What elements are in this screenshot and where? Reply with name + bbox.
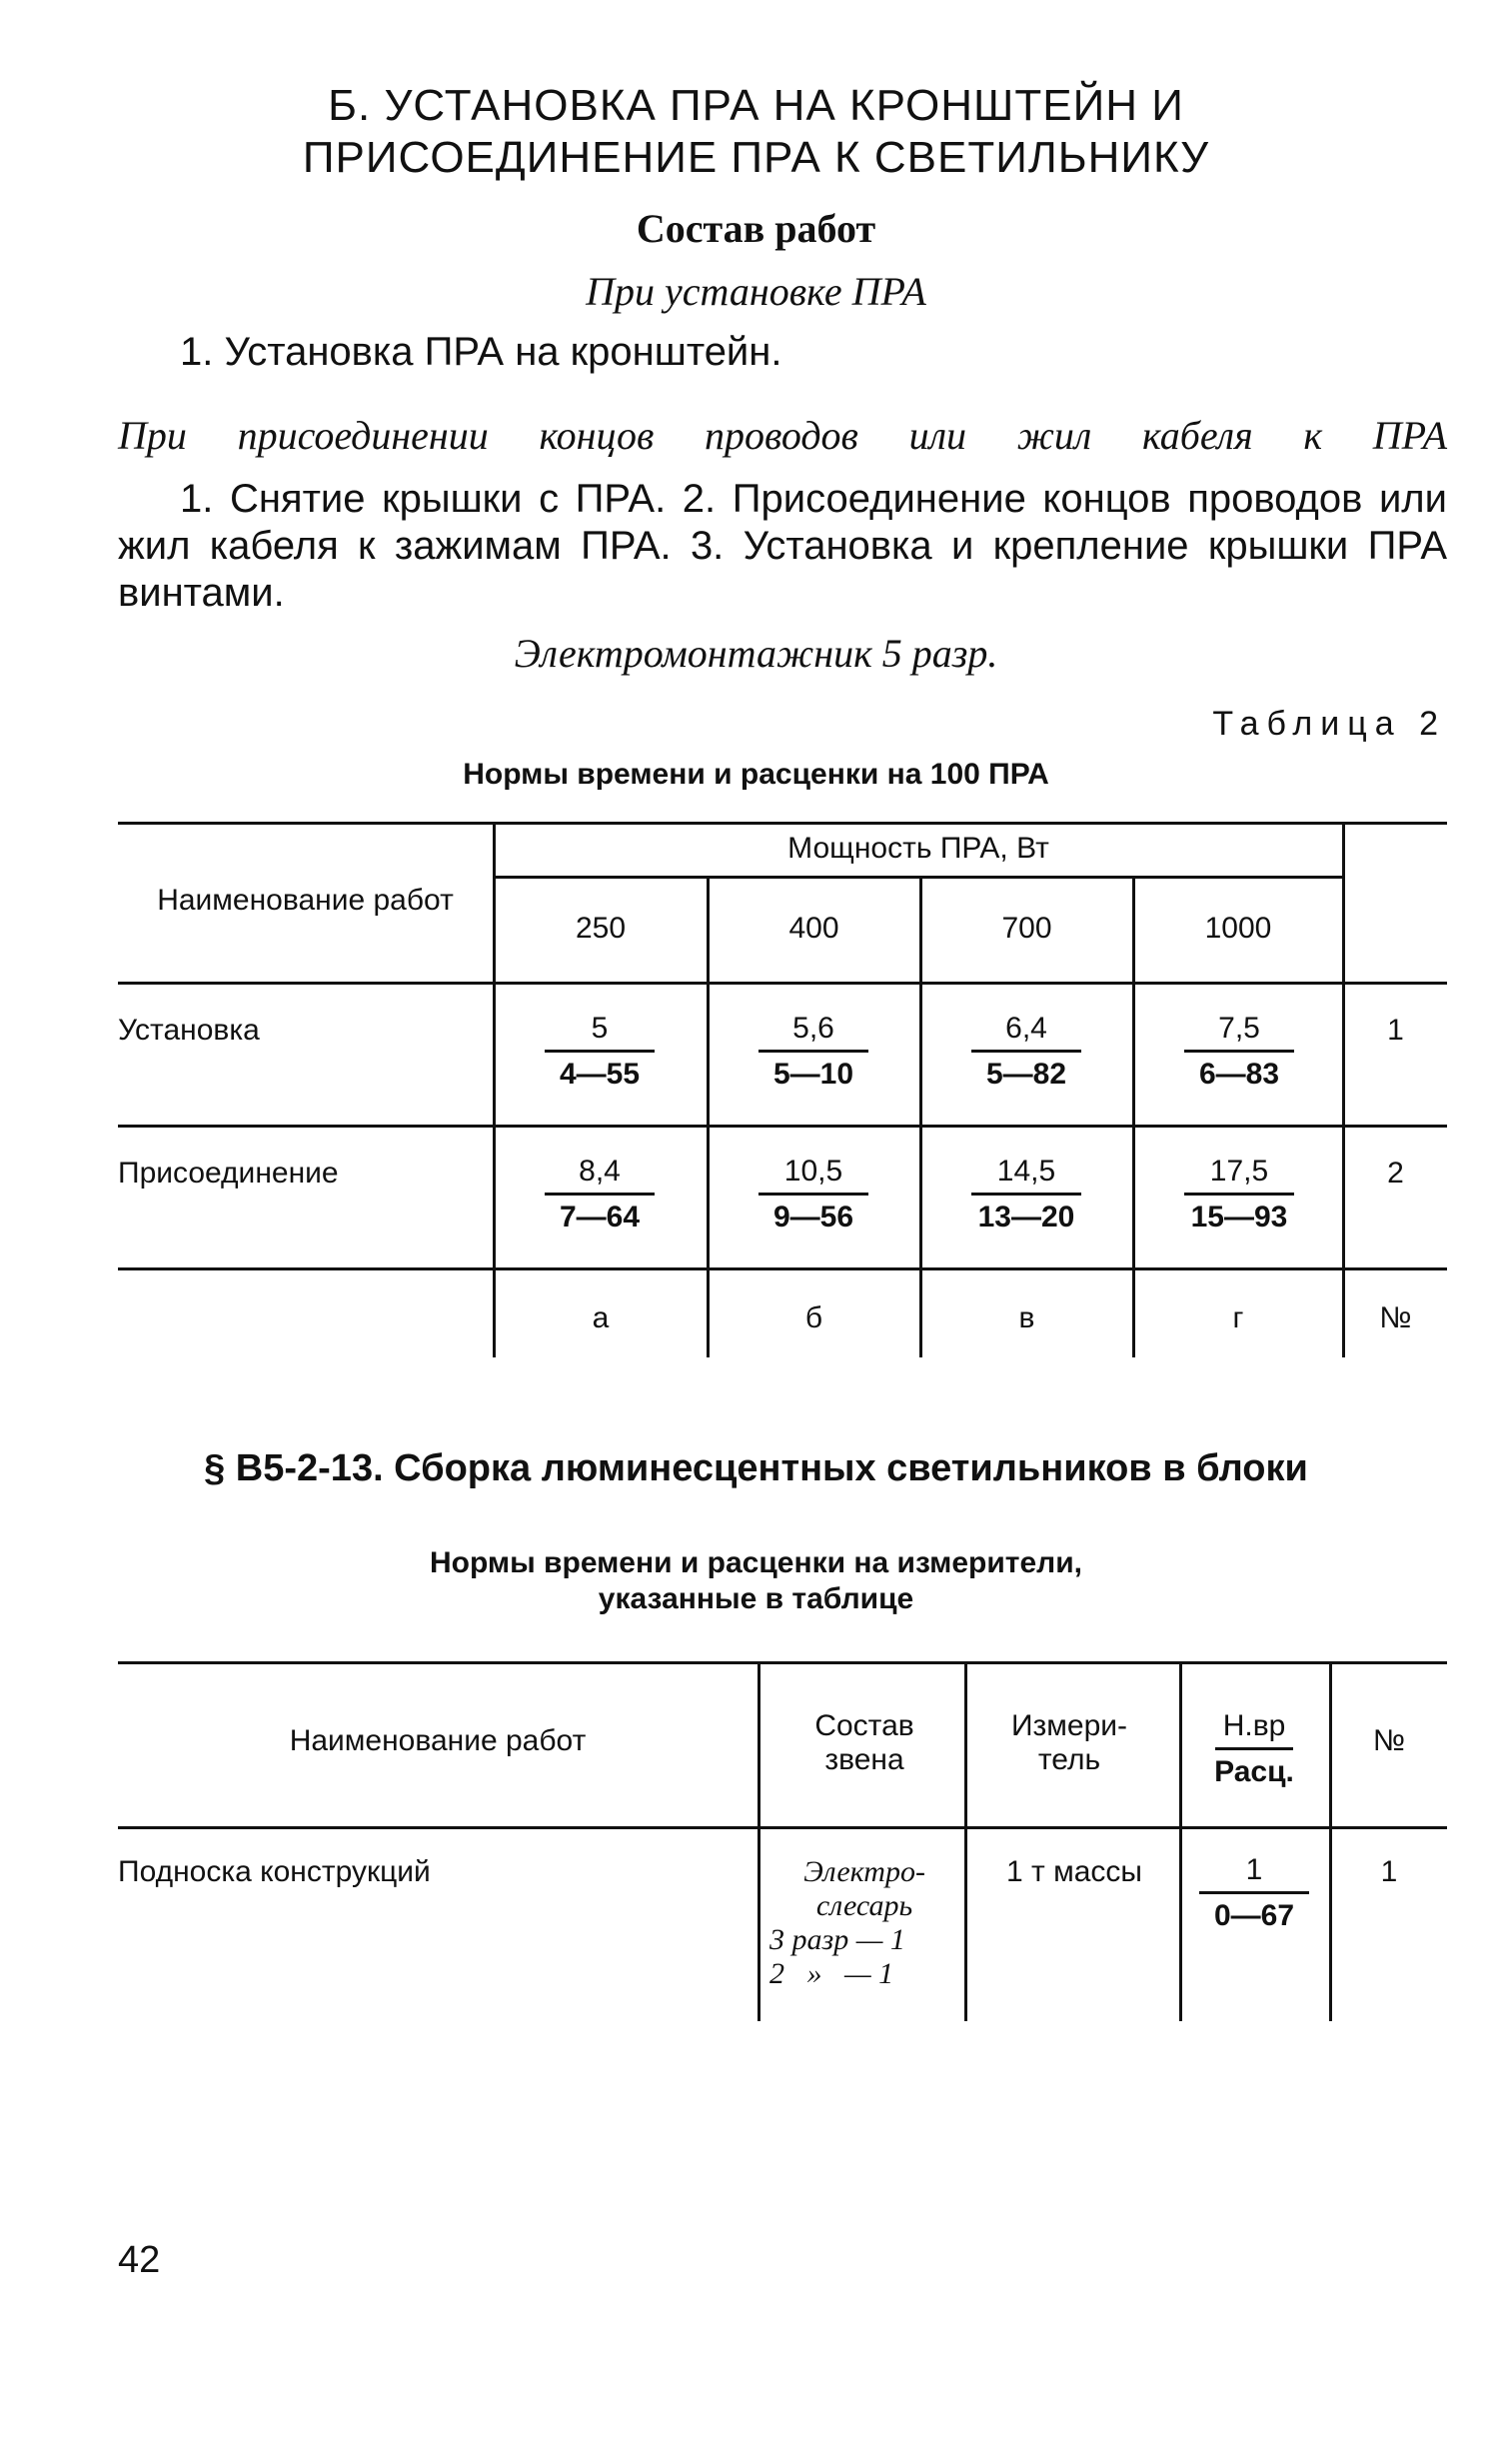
norm-fraction [1189,1849,1319,1938]
column-rule [707,876,710,1357]
norm-fraction [749,1008,878,1097]
time-norm: 5,6 [792,1012,834,1045]
power-value: 1000 [1204,912,1272,945]
row-name: Подноска конструкций [118,1855,431,1888]
rate: 0—67 [1213,1899,1295,1932]
rate: 7—64 [559,1201,641,1233]
column-letter: а [592,1301,610,1334]
crew-line: слесарь [815,1889,913,1922]
column-header-name: Наименование работ [289,1724,587,1757]
row-name: Установка [118,1014,260,1047]
column-rule [1342,822,1345,1357]
header-bottom-rule [118,1826,1447,1829]
crew-cell [769,1855,959,1991]
crew-line: 3 разр — 1 [769,1923,905,1956]
install-subtitle: При установке ПРА [586,269,926,314]
rate: 13—20 [977,1201,1075,1233]
norm-fraction [535,1151,665,1239]
section-heading [0,80,1512,184]
norm-fraction [961,1008,1091,1097]
column-rule [1132,876,1135,1357]
table-label: Таблица 2 [1212,705,1446,743]
install-step: 1. Установка ПРА на кронштейн. [180,330,782,374]
column-header-number: № [1372,1724,1406,1757]
column-rule [493,822,496,1357]
column-letter: г [1232,1301,1244,1334]
rate: 15—93 [1190,1201,1288,1233]
table-top-rule [118,1661,1447,1664]
section-b5-title: § В5-2-13. Сборка люминесцентных светильников в блоки [204,1447,1308,1489]
time-norm: 14,5 [996,1155,1056,1188]
column-rule [919,876,922,1357]
table-top-rule [118,822,1447,825]
column-rule [964,1661,967,2021]
rate: 5—82 [985,1058,1067,1091]
norm-header-num: Н.вр [1222,1709,1286,1742]
crew-line: 2 » — 1 [769,1957,894,1990]
column-rule [1329,1661,1332,2021]
time-norm: 1 [1245,1853,1263,1886]
table-caption [0,1545,1512,1617]
crew-line: Электро- [803,1855,925,1888]
time-norm: 7,5 [1218,1012,1260,1045]
worker-line: Электромонтажник 5 разр. [514,631,998,676]
time-norm: 5 [591,1012,609,1045]
column-header-unit: Измери-тель [1010,1709,1128,1776]
time-norm: 17,5 [1209,1155,1269,1188]
row-number: 2 [1387,1157,1404,1190]
column-rule [1179,1661,1182,2021]
table-caption: Нормы времени и расценки на 100 ПРА [463,758,1049,791]
rate: 9—56 [772,1201,854,1233]
norm-fraction [961,1151,1091,1239]
power-value: 700 [1001,912,1052,945]
rate: 4—55 [559,1058,641,1091]
time-norm: 6,4 [1005,1012,1047,1045]
caption-line2: указанные в таблице [598,1582,914,1615]
norm-fraction [1174,1008,1304,1097]
column-header-name: Наименование работ [157,884,454,917]
column-rule [757,1661,760,2021]
power-value: 400 [788,912,839,945]
time-norm: 8,4 [579,1155,621,1188]
column-letter: б [804,1301,823,1334]
column-header-power: Мощность ПРА, Вт [787,832,1049,865]
rate: 6—83 [1198,1058,1280,1091]
connect-subtitle: При присоединении концов проводов или жил кабеля к ПРА [118,413,1447,458]
row-name: Присоединение [118,1157,339,1190]
power-value: 250 [575,912,627,945]
time-norm: 10,5 [783,1155,843,1188]
section-title-line1: Б. УСТАНОВКА ПРА НА КРОНШТЕЙН И [328,81,1184,130]
norm-fraction [1174,1151,1304,1239]
connect-steps: 1. Снятие крышки с ПРА. 2. Присоединение концов проводов или жил кабеля к зажимам ПРА. 3. Установка и крепление крышки ПРА винтами. [118,477,1447,615]
column-header-crew: Состав звена [814,1709,914,1776]
caption-line1: Нормы времени и расценки на измерители, [429,1546,1082,1579]
row-number: 1 [1380,1855,1398,1888]
norm-fraction [535,1008,665,1097]
column-letter: в [1018,1301,1035,1334]
norm-header-den: Расц. [1214,1755,1294,1788]
row-rule [118,1267,1447,1270]
header-bottom-rule [118,982,1447,985]
composition-title: Состав работ [636,206,876,251]
section-title-line2: ПРИСОЕДИНЕНИЕ ПРА К СВЕТИЛЬНИКУ [302,133,1210,182]
rate: 5—10 [772,1058,854,1091]
row-number: 1 [1387,1014,1404,1047]
row-rule [118,1125,1447,1128]
norm-fraction [749,1151,878,1239]
column-header-norm [1189,1705,1319,1794]
number-sign: № [1379,1301,1412,1334]
unit-cell: 1 т массы [1006,1855,1142,1888]
page-number: 42 [118,2239,161,2281]
